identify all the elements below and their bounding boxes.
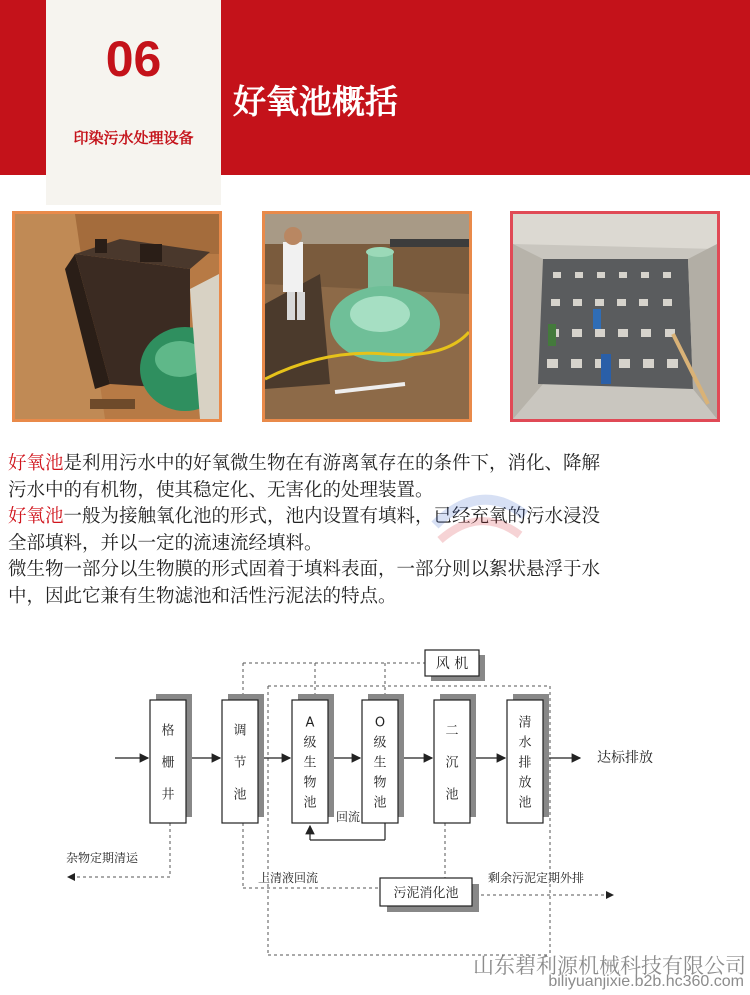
process-box [150,694,192,823]
process-box-char: O [374,715,386,731]
discharge-label: 达标排放 [597,750,653,766]
process-flow-diagram [60,640,700,970]
paragraph-line: 污水中的有机物，使其稳定化、无害化的处理装置。 [8,479,434,501]
sludge-tank-label: 污泥消化池 [393,886,459,901]
process-box-char: 井 [161,787,175,803]
process-box-char: 池 [233,787,247,803]
process-box-char: 池 [373,795,387,811]
watermark-logo-icon [425,485,535,555]
process-box-char: 放 [518,775,532,791]
process-box-char: 格 [161,723,175,739]
process-box-char: 生 [373,755,387,771]
process-box [434,694,476,823]
process-box [362,694,404,823]
company-name: 山东碧利源机械科技有限公司 [473,954,746,978]
process-box-char: 二 [445,723,459,739]
process-box-char: 栅 [161,755,175,771]
fan-label: 风 机 [435,656,469,672]
process-box [292,694,334,823]
photo-concrete-basin [510,211,720,422]
page-title: 好氧池概括 [233,82,398,121]
reflux-label: 回流 [336,810,361,824]
process-box-char: 池 [518,795,532,811]
supernatant-label: 上清液回流 [258,871,319,885]
process-box-char: 物 [373,775,387,791]
process-box [507,694,549,823]
paragraph-line: 好氧池一般为接触氧化池的形式，池内设置有填料，已经充氧的污水浸没 [8,506,601,527]
process-box-char: 沉 [445,755,459,771]
excess-sludge-label: 剩余污泥定期外排 [488,871,585,885]
paragraph-line: 全部填料，并以一定的流速流经填料。 [8,532,323,554]
process-box-char: 池 [445,787,459,803]
process-box-char: 清 [518,715,532,731]
section-subtitle: 印染污水处理设备 [73,129,194,147]
process-box-char: 调 [233,723,247,739]
process-box-char: 级 [373,735,387,751]
photo-green-tank [262,211,472,422]
photo-buried-tank [12,211,222,422]
debris-label: 杂物定期清运 [66,851,139,865]
process-box-char: 节 [233,755,247,771]
highlight-term: 好氧池 [8,506,64,527]
process-box-char: A [305,715,315,731]
process-box-char: 物 [303,775,317,791]
process-box [222,694,264,823]
section-number: 06 [105,31,162,87]
section-badge [46,0,221,205]
process-box-char: 级 [303,735,317,751]
paragraph-line: 微生物一部分以生物膜的形式固着于填料表面，一部分则以絮状悬浮于水 [8,559,601,580]
company-url: biliyuanjixie.b2b.hc360.com [548,973,744,990]
process-box-char: 水 [518,735,532,751]
description-paragraph [8,451,748,610]
process-box-char: 排 [518,755,532,771]
paragraph-line: 中，因此它兼有生物滤池和活性污泥法的特点。 [8,585,397,607]
paragraph-line: 好氧池是利用污水中的好氧微生物在有游离氧存在的条件下，消化、降解 [8,453,601,474]
process-box-char: 生 [303,755,317,771]
highlight-term: 好氧池 [8,453,64,474]
process-box-char: 池 [303,795,317,811]
